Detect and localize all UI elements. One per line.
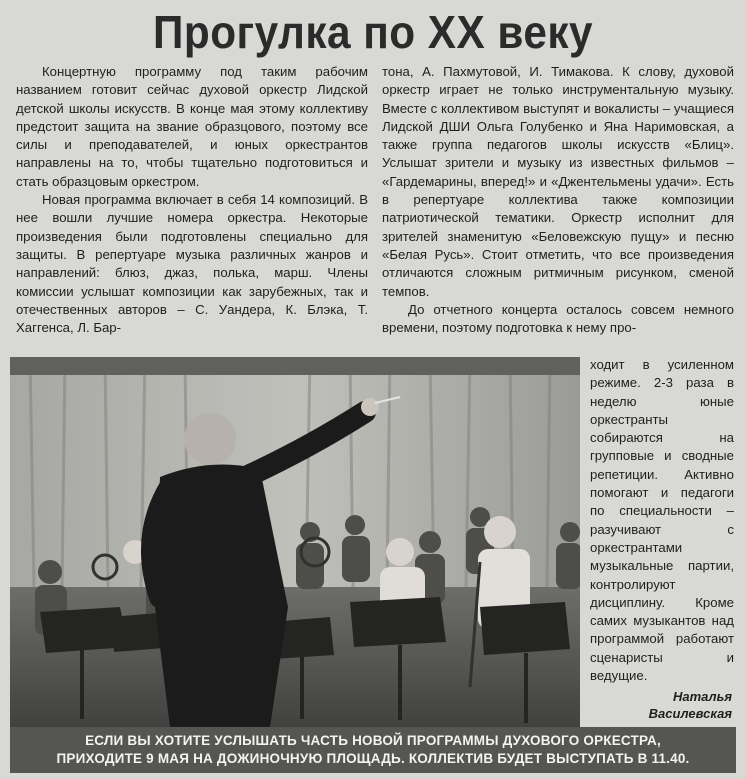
banner-line-1: ЕСЛИ ВЫ ХОТИТЕ УСЛЫШАТЬ ЧАСТЬ НОВОЙ ПРОГРАММЫ ДУХОВОГО ОРКЕСТРА, [85, 733, 661, 748]
banner-line-2: ПРИХОДИТЕ 9 МАЯ НА ДОЖИНОЧНУЮ ПЛОЩАДЬ. КОЛЛЕКТИВ БУДЕТ ВЫСТУПАТЬ В 11.40. [56, 751, 690, 766]
author-last-name: Василевская [648, 706, 732, 721]
right-narrow-column [590, 356, 734, 685]
article-headline: Прогулка по XX веку [153, 6, 593, 58]
article-author [649, 688, 732, 722]
orchestra-photo [10, 357, 580, 727]
author-first-name: Наталья [672, 689, 732, 704]
right-column [382, 63, 734, 337]
left-paragraph-2: Новая программа включает в себя 14 композиций. В нее вошли лучшие номера оркестра. Некоторые произведения были подготовлены специально для защиты. В репертуаре музыка различных жанров и направлений: блюз, джаз, полька, марш. Члены комиссии услышат композиции как зарубежных, так и отечественных авторов – С. Уандера, К. Блэка, Т. Хаггенса, Л. Бар- [16, 192, 368, 336]
left-column [16, 63, 368, 337]
left-paragraph-1: Концертную программу под таким рабочим названием готовит сейчас духовой оркестр Лидской детской школы искусств. В конце мая этому коллективу предстоит защита на звание образцового, поэтому все силы и преподавателей, и юных оркестрантов направлены на то, чтобы тщательно подготовиться и стать образцовым оркестром. [16, 64, 368, 189]
right-paragraph-1: тона, А. Пахмутовой, И. Тимакова. К слову, духовой оркестр играет не только инструментальную музыку. Вместе с коллективом выступят и вокалисты – учащиеся Лидской ДШИ Ольга Голубенко и Яна Наримовская, а также группа педагогов школы искусств «Блиц». Услышат зрители и музыку из известных фильмов – «Гардемарины, вперед!» и «Джентельмены удачи». Есть в репертуаре коллектива также композиции патриотической тематики. Оркестр исполнит для зрителей знаменитую «Беловежскую пущу» и песню «Белая Русь». Стоит отметить, что все произведения отличаются сложным ритмичным рисунком, сменой темпов. [382, 64, 734, 299]
right-paragraph-2: До отчетного концерта осталось совсем немного времени, поэтому подготовка к нему про- [382, 301, 734, 336]
announcement-banner [10, 727, 736, 773]
right-narrow-paragraph: ходит в усиленном режиме. 2-3 раза в неделю юные оркестранты собираются на групповые и сводные репетиции. Активно помогают и педагоги по специальности – разучивают с оркестрантами музыкальные партии, контролируют дисциплину. Кроме самих музыкантов над программой работают сценаристы и ведущие. [590, 357, 734, 684]
orchestra-photo-illustration [10, 357, 580, 727]
